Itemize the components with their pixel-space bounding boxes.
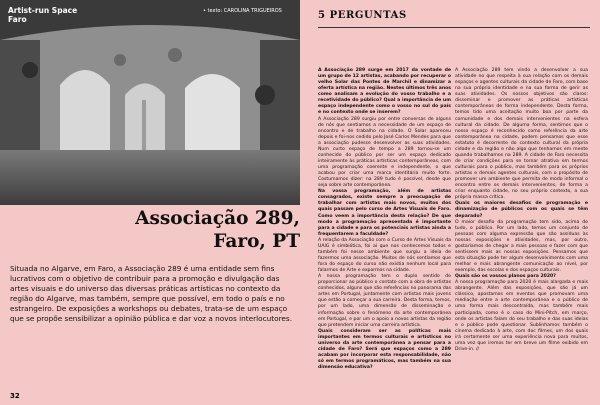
section-divider: [318, 27, 590, 28]
question-paragraph: Quais são os vossos planos para 2020?: [455, 274, 556, 280]
answer-paragraph: A nossa programação tem o duplo sentido de proporcionar ao público o contato com a obra de artistas conhecidos, alguns que são referências no panorama das artes em Portugal, juntamente com artistas mais jovens que estão a começar a sua carreira. Desta forma, temos, por um lado, uma dimensão de disseminação e informação sobre o fenómeno da arte contemporânea em Portugal, e por um o apoio a novos artistas da região que pretendem iniciar uma carreira artística.: [318, 274, 451, 328]
answer-paragraph: A relação da Associação com o Curso de Artes Visuais da UAlG é simbiótica, foi aí que nos conhecemos todos e também foi nesse ambiente que surgiu a ideia de fazermos uma associação. Muitos de nós sentíamos que fora do espaço do curso não existia nenhum local para falarmos de Arte e expormos na cidade.: [318, 237, 451, 274]
gallery-photo: [0, 0, 300, 205]
photo-tag-line1: Artist-run Space: [8, 6, 78, 15]
photo-tag-line2: Faro: [8, 14, 27, 24]
question-paragraph: Quais consideram ser as políticas mais importantes em termos culturais e artísticos no universo da arte contemporânea a pensar para a cidade de Faro? Será que espaços como a 289 acabam por incorporar esta responsabilidade, não só em termos programáticos, mas também na sua dimensão educativa?: [318, 328, 451, 371]
answer-paragraph: A nossa programação para 2020 é mais alargada e mais abrangente. Além das exposições, que são já um clássico, apostamos em eventos que promovam uma mediação entre a arte contemporânea e o público de uma forma mais descontraída, mas também mais participada, como é o caso do Mini-Pitch, em março, onde os artistas falam do seu trabalho e das suas ideias e o público pode questionar. Sublinhamos também o cinema dedicado à arte, com doc filmes, um dos quais irá certamente ser uma experiência nova para muitos, uma vez que iremos ter em breve um filme exibido em Drive-in. //: [455, 280, 588, 352]
question-paragraph: Quais os maiores desafios de programação e dinamização de públicos com os quais se têm deparado?: [455, 201, 588, 219]
answer-paragraph: O maior desafio da programação tem sido, acima de tudo, o público. Por um lado, temos um conjunto de pessoas com alguma expressão que são assíduas às nossas exposições e atividades, mas, por outro, gostaríamos de chegar a mais pessoas e fazer com que sentissem mais as nossas exposições. Pensamos que esta situação pode ter algum desenvolvimento com uma melhor e mais abrangente comunicação ao nível, por exemplo, das escolas e dos espaços culturais.: [455, 219, 588, 274]
headline-line1: Associação 289,: [135, 208, 300, 229]
page-number: 32: [10, 392, 20, 400]
interview-column-right: [455, 68, 588, 353]
gallery-photo-image: [0, 0, 300, 205]
photo-tag: [8, 7, 77, 24]
author-credit: • texto: CAROLINA TRIGUEIROS: [203, 8, 282, 14]
answer-paragraph: A Associação 289 tem vindo a desenvolver a sua atividade no que respeita à sua relação com os demais espaços e agentes culturais da cidade de Faro, com base na sua própria identidade e na sua forma de gerir as suas atividades. Os nossos objetivos são claros: disseminar e promover as práticas artísticas contemporâneas de forma independente. Desta forma, temos tido uma aceitação muito boa por parte da comunidade e dos demais intervenientes na esfera cultural da cidade. De alguma forma, sentimos que o nosso espaço é reconhecido como referência da arte contemporânea na cidade, podem pensamos que esse estatuto é decorrente do contexto cultural da própria cidade e da região e não algo que tenhamos em mente quando trabalhamos na 289. A cidade de Faro necessita de criar condições para se tornar atrativa em termos culturais para o público, mas também para os próprios artistas e demais agentes culturais, com o propósito de promover um ambiente que permita de modo informal o encontro entre os demais intervenientes, de forma a criar enquanto cidade, no seu próprio contexto, a sua própria massa crítica.: [455, 68, 588, 201]
headline-line2: Faro, PT: [213, 230, 300, 252]
section-title: 5 PERGUNTAS: [318, 10, 407, 21]
article-headline: [135, 208, 300, 253]
question-paragraph: Na vossa programação, além de artistas consagrados, existe sempre a preocupação de trabalhar com artistas mais novos, muitos dos quais passam pelo curso de Artes Visuais de Faro. Como veem a importância desta relação? De que modo a programação apresentada é importante para a cidade e para os potenciais artistas ainda a frequentarem a faculdade?: [318, 189, 451, 237]
lead-paragraph: Situada no Algarve, em Faro, a Associação 289 é uma entidade sem fins lucrativos com o objetivo de contribuir para a promoção e divulgação das artes visuais e do universo das diversas práticas artísticas no contexto da região do Algarve, mas também, sempre que possível, em todo o país e no estrangeiro. De exposições a workshops ou debates, trata-se de um espaço que se propõe sensibilizar a opinião pública e dar voz a novos interlocutores.: [10, 264, 293, 324]
answer-paragraph: A Associação 289 surgiu por entre conversas de alguns de nós que sentiamos a necessidade de um espaço de encontro e de trabalho na cidade. O Solar apareceu depois e foi-nos cedido pelo José Carlos Mendes para que a associação pudesse desenvolver as suas atividades. Num curto espaço de tempo a 289 tornou-se um conhecido do público por ser um espaço dedicado inteiramente às práticas artísticas contemporâneas, com uma programação coerente e independente, o que acabou por criar uma marca identitária muito forte. Costumamos dizer: na 289 tudo é possível, desde que seja sobre arte contemporânea.: [318, 116, 451, 189]
question-paragraph: A Associação 289 surge em 2017 da vontade de um grupo de 12 artistas, acabando por recuperar o velho Solar das Pontes de Marchil e dinamizar a oferta artística na região. Nestes últimos três anos como analisam a evolução do vosso trabalho e a recetividade do público? Qual a importância de um espaço independente como o vosso no sul do país e no contexto onde se inserem?: [318, 68, 451, 116]
interview-column-left: [318, 68, 451, 371]
